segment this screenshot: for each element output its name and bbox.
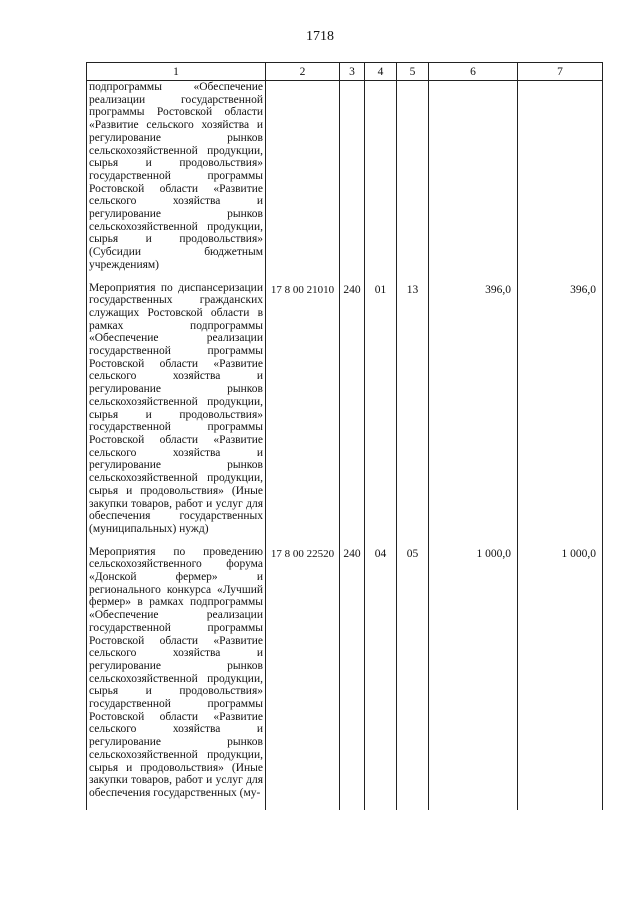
target-article-code: 17 8 00 22520 <box>266 546 340 810</box>
column-header-2: 2 <box>266 63 340 81</box>
expense-type <box>340 81 365 282</box>
section: 04 <box>365 546 397 810</box>
column-header-5: 5 <box>397 63 429 81</box>
expense-type: 240 <box>340 546 365 810</box>
target-article-code: 17 8 00 21010 <box>266 282 340 546</box>
budget-table <box>86 62 603 810</box>
subsection: 05 <box>397 546 429 810</box>
section <box>365 81 397 282</box>
target-article-code <box>266 81 340 282</box>
amount-year-2: 1 000,0 <box>518 546 603 810</box>
column-header-7: 7 <box>518 63 603 81</box>
section: 01 <box>365 282 397 546</box>
amount-year-1: 396,0 <box>429 282 518 546</box>
subsection <box>397 81 429 282</box>
column-header-4: 4 <box>365 63 397 81</box>
table-header-row <box>87 63 603 81</box>
expense-type: 240 <box>340 282 365 546</box>
column-header-3: 3 <box>340 63 365 81</box>
subsection: 13 <box>397 282 429 546</box>
row-description: Мероприятия по проведению сельскохозяйственного форума «Донской фермер» и регионального конкурса «Лучший фермер» в рамках подпрограммы «Обеспечение реализации государственной программы Ростовской области «Развитие сельского хозяйства и регулирование рынков сельскохозяйственной продукции, сырья и продовольствия» государственной программы Ростовской области «Развитие сельского хозяйства и регулирование рынков сельскохозяйственной продукции, сырья и продовольствия» (Иные закупки товаров, работ и услуг для обеспечения государственных (му- <box>87 546 266 810</box>
table-row <box>87 546 603 810</box>
amount-year-2 <box>518 81 603 282</box>
row-description: подпрограммы «Обеспечение реализации государственной программы Ростовской области «Развитие сельского хозяйства и регулирование рынков сельскохозяйственной продукции, сырья и продовольствия» государственной программы Ростовской области «Развитие сельского хозяйства и регулирование рынков сельскохозяйственной продукции, сырья и продовольствия» (Субсидии бюджетным учреждениям) <box>87 81 266 282</box>
column-header-1: 1 <box>87 63 266 81</box>
table-row <box>87 282 603 546</box>
page-number: 1718 <box>306 29 334 44</box>
amount-year-1 <box>429 81 518 282</box>
amount-year-2: 396,0 <box>518 282 603 546</box>
amount-year-1: 1 000,0 <box>429 546 518 810</box>
table-row <box>87 81 603 282</box>
column-header-6: 6 <box>429 63 518 81</box>
row-description: Мероприятия по диспансеризации государственных гражданских служащих Ростовской области в рамках подпрограммы «Обеспечение реализации государственной программы Ростовской области «Развитие сельского хозяйства и регулирование рынков сельскохозяйственной продукции, сырья и продовольствия» государственной программы Ростовской области «Развитие сельского хозяйства и регулирование рынков сельскохозяйственной продукции, сырья и продовольствия» (Иные закупки товаров, работ и услуг для обеспечения государственных (муниципальных) нужд) <box>87 282 266 546</box>
